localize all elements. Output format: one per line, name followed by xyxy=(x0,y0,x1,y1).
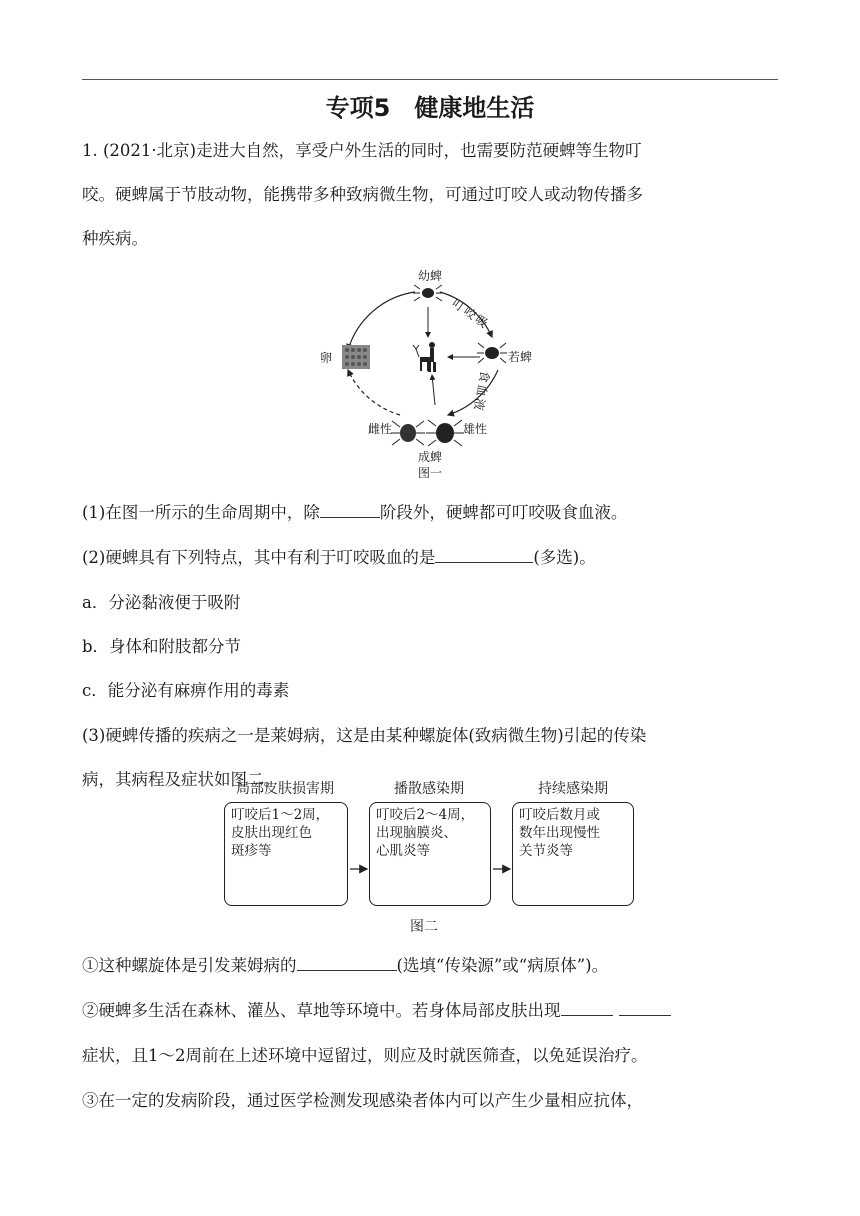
page-title: 专项5 健康地生活 xyxy=(325,94,535,122)
header-rule xyxy=(82,79,778,80)
figure-lyme-disease-course xyxy=(222,778,642,938)
question-3-line-2: 病，其病程及症状如图二。 xyxy=(82,770,280,789)
option-a[interactable]: a．分泌黏液便于吸附 xyxy=(82,593,241,612)
male-tick-icon xyxy=(426,420,464,446)
figure-tick-life-cycle xyxy=(320,265,540,480)
label-nymph: 若蜱 xyxy=(508,350,533,364)
label-food-blood: 食血液 xyxy=(470,369,493,414)
female-tick-icon xyxy=(391,421,425,445)
sub-question-1-before: ①这种螺旋体是引发莱姆病的 xyxy=(82,956,297,975)
sub-question-3: ③在一定的发病阶段，通过医学检测发现感染者体内可以产生少量相应抗体， xyxy=(82,1091,643,1110)
question-intro-line-3: 种疾病。 xyxy=(82,229,148,248)
label-male: 雄性 xyxy=(463,422,488,436)
answer-blank-4b[interactable] xyxy=(619,1001,671,1016)
label-larva: 幼蜱 xyxy=(418,269,443,283)
stage-3-title: 持续感染期 xyxy=(538,781,608,797)
sub-question-1-after: (选填“传染源”或“病原体”)。 xyxy=(396,956,609,975)
host-person-deer-icon xyxy=(413,342,436,372)
question-2-after: (多选)。 xyxy=(533,548,596,567)
stage-2-box: 叮咬后2～4周， 出现脑膜炎、 心肌炎等 xyxy=(369,802,491,906)
sub-question-2-line-1 xyxy=(82,997,671,1021)
question-1-before: (1)在图一所示的生命周期中，除 xyxy=(82,503,320,522)
option-c[interactable]: c．能分泌有麻痹作用的毒素 xyxy=(82,681,290,700)
label-bite-suck: 叮咬吸 xyxy=(449,296,492,332)
question-2-before: (2)硬蜱具有下列特点，其中有利于叮咬吸血的是 xyxy=(82,548,436,567)
option-b[interactable]: b．身体和附肢都分节 xyxy=(82,637,242,656)
sub-question-2-line-2: 症状，且1～2周前在上述环境中逗留过，则应及时就医筛查，以免延误治疗。 xyxy=(82,1046,648,1065)
label-adult: 成蜱 xyxy=(418,450,443,464)
question-3-line-1: (3)硬蜱传播的疾病之一是莱姆病，这是由某种螺旋体(致病微生物)引起的传染 xyxy=(82,726,647,745)
larva-tick-icon xyxy=(413,285,443,301)
question-1-after: 阶段外，硬蜱都可叮咬吸食血液。 xyxy=(379,503,628,522)
label-egg: 卵 xyxy=(320,351,333,365)
question-intro-line-1: 1. (2021·北京)走进大自然，享受户外生活的同时，也需要防范硬蜱等生物叮 xyxy=(82,141,642,160)
sub-question-1 xyxy=(82,952,608,976)
figure1-caption: 图一 xyxy=(418,466,443,480)
question-1 xyxy=(82,499,627,523)
stage-3-box: 叮咬后数月或 数年出现慢性 关节炎等 xyxy=(512,802,634,906)
nymph-tick-icon xyxy=(477,343,507,363)
stage-arrows xyxy=(222,778,642,918)
stage-1-box: 叮咬后1～2周， 皮肤出现红色 斑疹等 xyxy=(224,802,348,906)
stage-1-title: 局部皮肤损害期 xyxy=(236,781,334,797)
figure2-caption: 图二 xyxy=(410,919,438,935)
answer-blank-4a[interactable] xyxy=(561,1001,613,1016)
answer-blank-1[interactable] xyxy=(320,503,380,518)
answer-blank-2[interactable] xyxy=(435,548,533,563)
stage-2-title: 播散感染期 xyxy=(394,781,464,797)
answer-blank-3[interactable] xyxy=(297,956,397,971)
sub-question-2-text: ②硬蜱多生活在森林、灌丛、草地等环境中。若身体局部皮肤出现 xyxy=(82,1001,561,1020)
question-2 xyxy=(82,544,596,568)
question-intro-line-2: 咬。硬蜱属于节肢动物，能携带多种致病微生物，可通过叮咬人或动物传播多 xyxy=(82,185,643,204)
label-female: 雌性 xyxy=(368,422,393,436)
